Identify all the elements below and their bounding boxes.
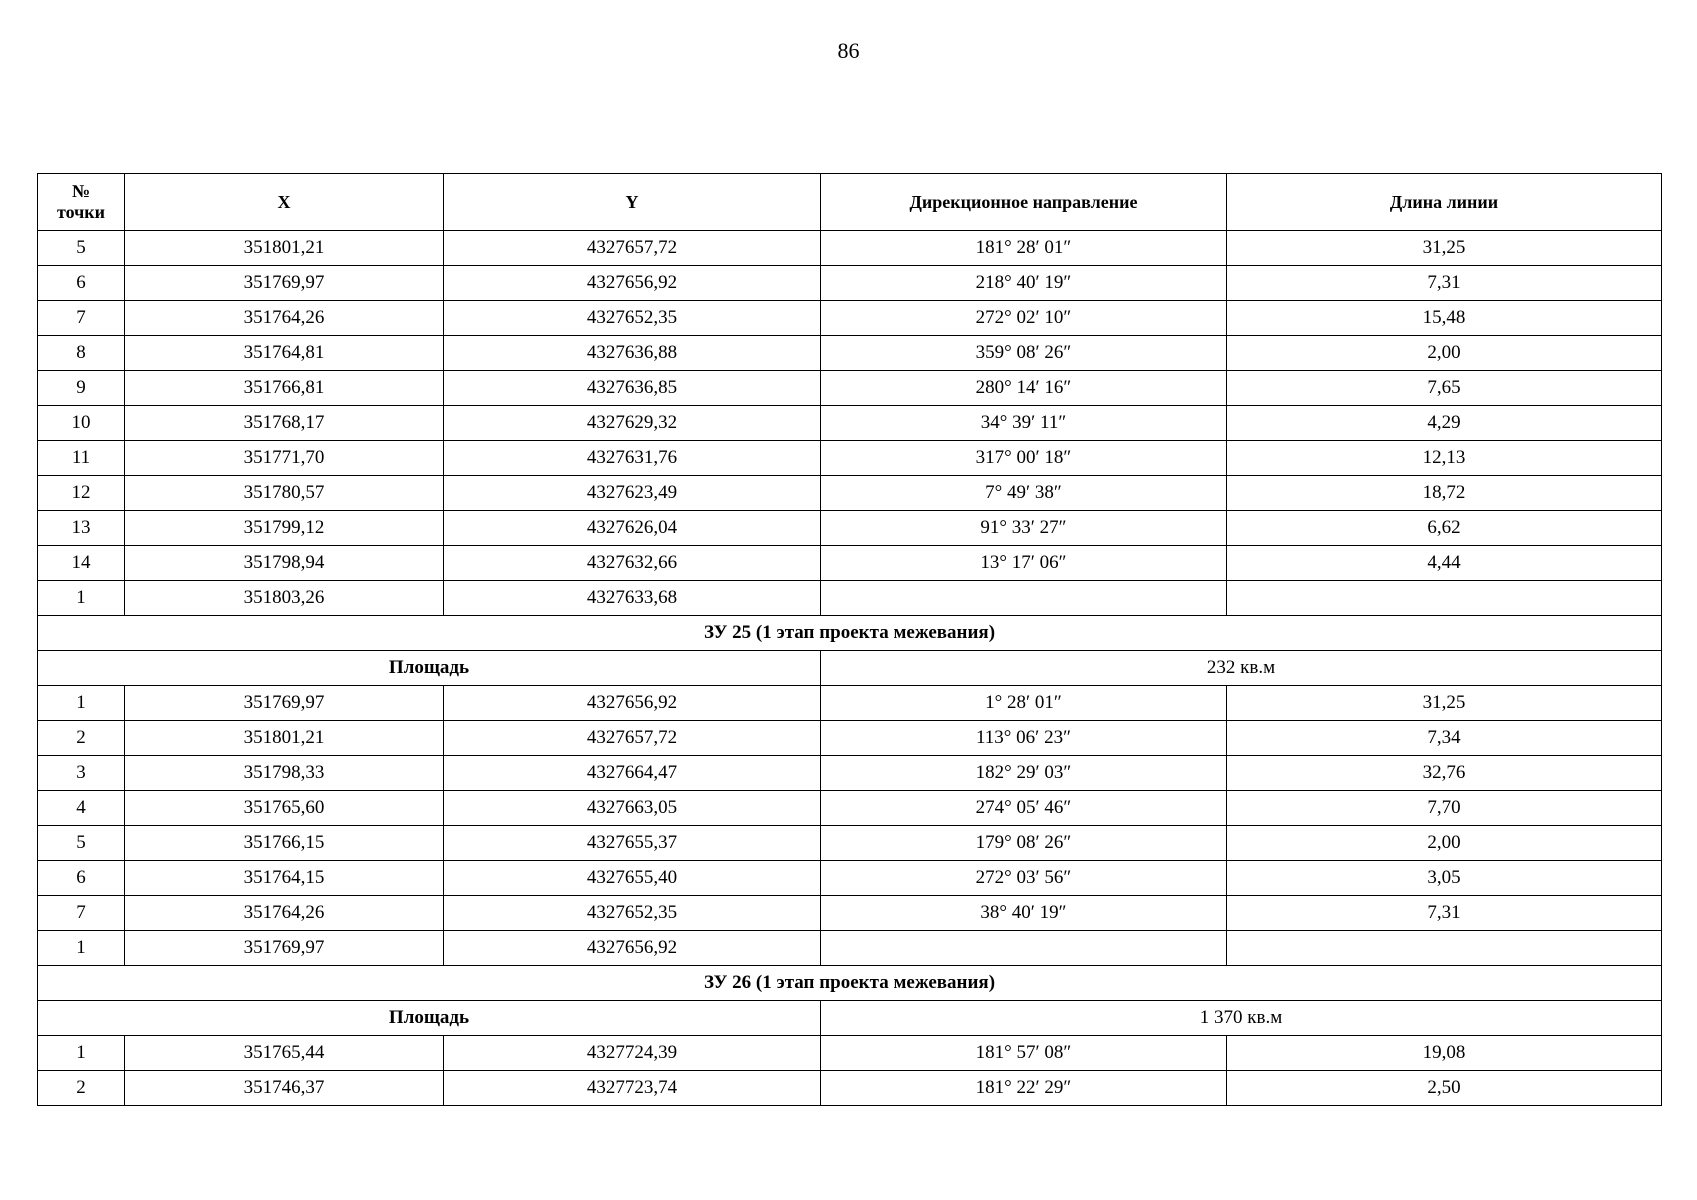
x-coordinate-cell: 351764,81 (125, 336, 444, 371)
point-number-cell: 13 (38, 511, 125, 546)
section-title-row (38, 616, 1662, 651)
header-num-line-1: № (71, 181, 91, 201)
x-coordinate-cell: 351798,33 (125, 756, 444, 791)
header-direction: Дирекционное направление (821, 174, 1227, 231)
y-coordinate-cell: 4327636,88 (444, 336, 821, 371)
x-coordinate-cell: 351769,97 (125, 266, 444, 301)
x-coordinate-cell: 351769,97 (125, 931, 444, 966)
y-coordinate-cell: 4327632,66 (444, 546, 821, 581)
length-cell: 3,05 (1227, 861, 1662, 896)
y-coordinate-cell: 4327724,39 (444, 1036, 821, 1071)
direction-cell: 113° 06′ 23″ (821, 721, 1227, 756)
point-number-cell: 5 (38, 826, 125, 861)
x-coordinate-cell: 351764,26 (125, 301, 444, 336)
length-cell: 2,50 (1227, 1071, 1662, 1106)
point-number-cell: 1 (38, 581, 125, 616)
table-row (38, 546, 1662, 581)
table-row (38, 371, 1662, 406)
direction-cell: 218° 40′ 19″ (821, 266, 1227, 301)
header-y: Y (444, 174, 821, 231)
point-number-cell: 5 (38, 231, 125, 266)
length-cell: 32,76 (1227, 756, 1662, 791)
table-row (38, 686, 1662, 721)
length-cell: 31,25 (1227, 686, 1662, 721)
direction-cell: 91° 33′ 27″ (821, 511, 1227, 546)
x-coordinate-cell: 351765,60 (125, 791, 444, 826)
direction-cell: 317° 00′ 18″ (821, 441, 1227, 476)
length-cell (1227, 931, 1662, 966)
y-coordinate-cell: 4327633,68 (444, 581, 821, 616)
direction-cell: 179° 08′ 26″ (821, 826, 1227, 861)
table-row (38, 441, 1662, 476)
header-x: X (125, 174, 444, 231)
y-coordinate-cell: 4327652,35 (444, 896, 821, 931)
point-number-cell: 6 (38, 861, 125, 896)
length-cell: 4,29 (1227, 406, 1662, 441)
direction-cell (821, 931, 1227, 966)
direction-cell: 274° 05′ 46″ (821, 791, 1227, 826)
length-cell: 7,70 (1227, 791, 1662, 826)
length-cell: 2,00 (1227, 826, 1662, 861)
point-number-cell: 10 (38, 406, 125, 441)
table-row (38, 301, 1662, 336)
header-num-line-2: точки (56, 202, 106, 222)
point-number-cell: 14 (38, 546, 125, 581)
point-number-cell: 4 (38, 791, 125, 826)
length-cell (1227, 581, 1662, 616)
y-coordinate-cell: 4327656,92 (444, 686, 821, 721)
point-number-cell: 12 (38, 476, 125, 511)
length-cell: 7,31 (1227, 896, 1662, 931)
y-coordinate-cell: 4327655,37 (444, 826, 821, 861)
x-coordinate-cell: 351801,21 (125, 721, 444, 756)
direction-cell: 272° 02′ 10″ (821, 301, 1227, 336)
x-coordinate-cell: 351765,44 (125, 1036, 444, 1071)
y-coordinate-cell: 4327657,72 (444, 231, 821, 266)
x-coordinate-cell: 351799,12 (125, 511, 444, 546)
point-number-cell: 3 (38, 756, 125, 791)
point-number-cell: 1 (38, 931, 125, 966)
x-coordinate-cell: 351746,37 (125, 1071, 444, 1106)
direction-cell: 272° 03′ 56″ (821, 861, 1227, 896)
direction-cell: 280° 14′ 16″ (821, 371, 1227, 406)
direction-cell: 181° 57′ 08″ (821, 1036, 1227, 1071)
header-point-number (38, 174, 125, 231)
y-coordinate-cell: 4327723,74 (444, 1071, 821, 1106)
area-label: Площадь (38, 1001, 821, 1036)
table-row (38, 336, 1662, 371)
table-row (38, 406, 1662, 441)
section-title: ЗУ 26 (1 этап проекта межевания) (38, 966, 1662, 1001)
direction-cell: 359° 08′ 26″ (821, 336, 1227, 371)
table-header-row (38, 174, 1662, 231)
section-title-row (38, 966, 1662, 1001)
x-coordinate-cell: 351798,94 (125, 546, 444, 581)
y-coordinate-cell: 4327656,92 (444, 931, 821, 966)
area-value: 232 кв.м (821, 651, 1662, 686)
length-cell: 4,44 (1227, 546, 1662, 581)
page-number: 86 (837, 38, 860, 63)
x-coordinate-cell: 351801,21 (125, 231, 444, 266)
point-number-cell: 8 (38, 336, 125, 371)
y-coordinate-cell: 4327629,32 (444, 406, 821, 441)
table-row (38, 476, 1662, 511)
area-row (38, 1001, 1662, 1036)
direction-cell: 182° 29′ 03″ (821, 756, 1227, 791)
y-coordinate-cell: 4327623,49 (444, 476, 821, 511)
y-coordinate-cell: 4327657,72 (444, 721, 821, 756)
table-body (38, 231, 1662, 1106)
direction-cell: 1° 28′ 01″ (821, 686, 1227, 721)
point-number-cell: 11 (38, 441, 125, 476)
point-number-cell: 2 (38, 721, 125, 756)
x-coordinate-cell: 351764,26 (125, 896, 444, 931)
y-coordinate-cell: 4327652,35 (444, 301, 821, 336)
x-coordinate-cell: 351780,57 (125, 476, 444, 511)
length-cell: 18,72 (1227, 476, 1662, 511)
x-coordinate-cell: 351766,81 (125, 371, 444, 406)
length-cell: 15,48 (1227, 301, 1662, 336)
direction-cell: 7° 49′ 38″ (821, 476, 1227, 511)
x-coordinate-cell: 351768,17 (125, 406, 444, 441)
x-coordinate-cell: 351766,15 (125, 826, 444, 861)
direction-cell: 181° 28′ 01″ (821, 231, 1227, 266)
y-coordinate-cell: 4327663,05 (444, 791, 821, 826)
x-coordinate-cell: 351769,97 (125, 686, 444, 721)
table-row (38, 861, 1662, 896)
y-coordinate-cell: 4327626,04 (444, 511, 821, 546)
length-cell: 7,34 (1227, 721, 1662, 756)
x-coordinate-cell: 351771,70 (125, 441, 444, 476)
table-row (38, 721, 1662, 756)
header-length: Длина линии (1227, 174, 1662, 231)
point-number-cell: 2 (38, 1071, 125, 1106)
area-label: Площадь (38, 651, 821, 686)
length-cell: 7,31 (1227, 266, 1662, 301)
section-title: ЗУ 25 (1 этап проекта межевания) (38, 616, 1662, 651)
y-coordinate-cell: 4327664,47 (444, 756, 821, 791)
x-coordinate-cell: 351764,15 (125, 861, 444, 896)
length-cell: 7,65 (1227, 371, 1662, 406)
direction-cell: 181° 22′ 29″ (821, 1071, 1227, 1106)
y-coordinate-cell: 4327631,76 (444, 441, 821, 476)
direction-cell (821, 581, 1227, 616)
length-cell: 31,25 (1227, 231, 1662, 266)
length-cell: 19,08 (1227, 1036, 1662, 1071)
point-number-cell: 1 (38, 686, 125, 721)
y-coordinate-cell: 4327655,40 (444, 861, 821, 896)
point-number-cell: 6 (38, 266, 125, 301)
table-row (38, 581, 1662, 616)
table-row (38, 826, 1662, 861)
point-number-cell: 7 (38, 301, 125, 336)
table-row (38, 1071, 1662, 1106)
direction-cell: 38° 40′ 19″ (821, 896, 1227, 931)
table-row (38, 791, 1662, 826)
table-row (38, 511, 1662, 546)
table-row (38, 931, 1662, 966)
table-row (38, 266, 1662, 301)
table-row (38, 756, 1662, 791)
coordinates-table (37, 173, 1662, 1106)
y-coordinate-cell: 4327636,85 (444, 371, 821, 406)
y-coordinate-cell: 4327656,92 (444, 266, 821, 301)
point-number-cell: 7 (38, 896, 125, 931)
x-coordinate-cell: 351803,26 (125, 581, 444, 616)
table-row (38, 1036, 1662, 1071)
area-value: 1 370 кв.м (821, 1001, 1662, 1036)
area-row (38, 651, 1662, 686)
length-cell: 12,13 (1227, 441, 1662, 476)
point-number-cell: 1 (38, 1036, 125, 1071)
table-row (38, 231, 1662, 266)
table-row (38, 896, 1662, 931)
direction-cell: 34° 39′ 11″ (821, 406, 1227, 441)
direction-cell: 13° 17′ 06″ (821, 546, 1227, 581)
length-cell: 6,62 (1227, 511, 1662, 546)
length-cell: 2,00 (1227, 336, 1662, 371)
point-number-cell: 9 (38, 371, 125, 406)
